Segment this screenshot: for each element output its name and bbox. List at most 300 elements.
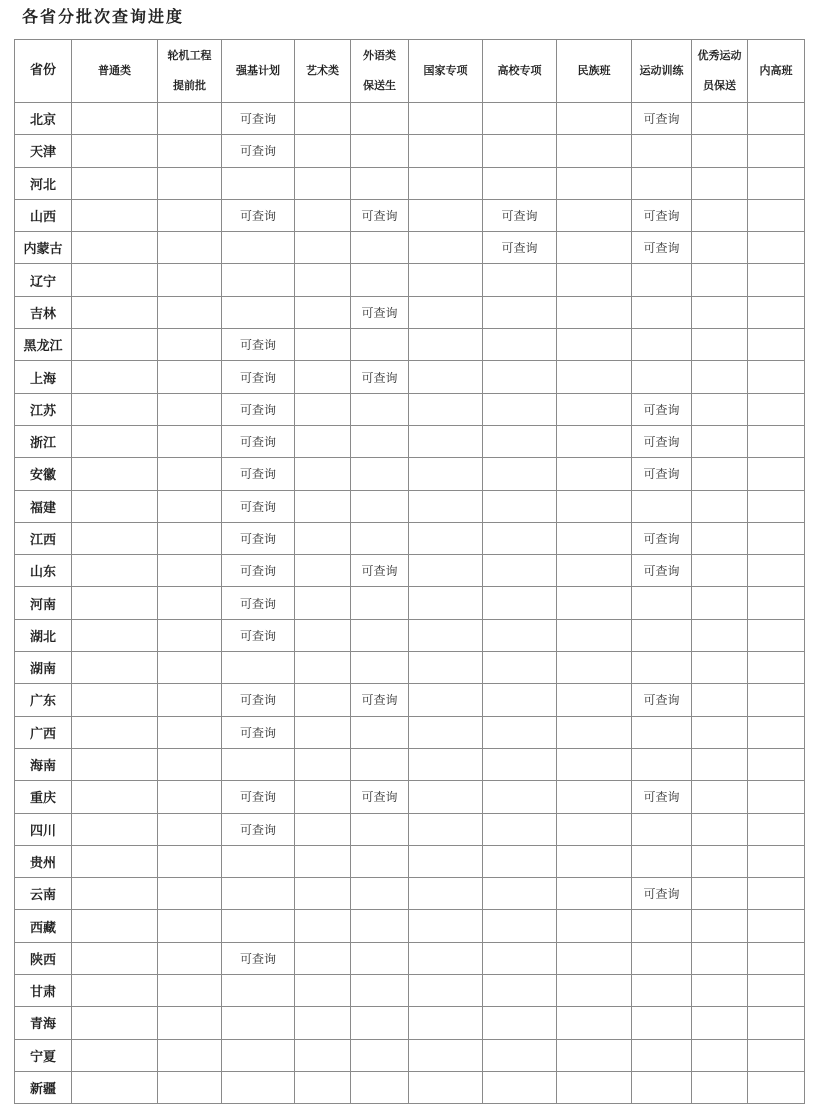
empty-cell xyxy=(557,1039,632,1071)
table-row xyxy=(15,296,805,328)
empty-cell xyxy=(409,264,483,296)
empty-cell xyxy=(483,652,557,684)
empty-cell xyxy=(692,522,748,554)
empty-cell xyxy=(409,813,483,845)
province-cell: 广西 xyxy=(15,716,72,748)
empty-cell xyxy=(158,329,222,361)
empty-cell xyxy=(351,1039,409,1071)
column-header xyxy=(557,40,632,103)
province-cell: 吉林 xyxy=(15,296,72,328)
empty-cell xyxy=(748,748,805,780)
empty-cell xyxy=(158,103,222,135)
empty-cell xyxy=(748,942,805,974)
empty-cell xyxy=(557,652,632,684)
province-cell: 四川 xyxy=(15,813,72,845)
table-row xyxy=(15,587,805,619)
province-cell: 湖南 xyxy=(15,652,72,684)
empty-cell xyxy=(72,652,158,684)
province-cell: 西藏 xyxy=(15,910,72,942)
query-available-cell[interactable]: 可查询 xyxy=(222,684,295,716)
table-row xyxy=(15,103,805,135)
query-available-cell[interactable]: 可查询 xyxy=(632,522,692,554)
page-title: 各省分批次查询进度 xyxy=(22,7,185,26)
empty-cell xyxy=(557,425,632,457)
empty-cell xyxy=(692,103,748,135)
query-available-cell[interactable]: 可查询 xyxy=(222,781,295,813)
empty-cell xyxy=(295,458,351,490)
empty-cell xyxy=(632,716,692,748)
table-row xyxy=(15,942,805,974)
empty-cell xyxy=(748,199,805,231)
table-row xyxy=(15,1071,805,1103)
column-header xyxy=(222,40,295,103)
empty-cell xyxy=(158,942,222,974)
empty-cell xyxy=(632,167,692,199)
empty-cell xyxy=(409,878,483,910)
province-cell: 山西 xyxy=(15,199,72,231)
empty-cell xyxy=(748,910,805,942)
empty-cell xyxy=(748,458,805,490)
empty-cell xyxy=(72,425,158,457)
empty-cell xyxy=(222,296,295,328)
empty-cell xyxy=(692,910,748,942)
empty-cell xyxy=(72,1039,158,1071)
empty-cell xyxy=(158,845,222,877)
empty-cell xyxy=(295,135,351,167)
empty-cell xyxy=(222,167,295,199)
query-available-cell[interactable]: 可查询 xyxy=(351,296,409,328)
empty-cell xyxy=(483,296,557,328)
query-available-cell[interactable]: 可查询 xyxy=(351,361,409,393)
empty-cell xyxy=(483,813,557,845)
empty-cell xyxy=(295,490,351,522)
empty-cell xyxy=(351,652,409,684)
province-cell: 浙江 xyxy=(15,425,72,457)
empty-cell xyxy=(351,458,409,490)
empty-cell xyxy=(158,813,222,845)
empty-cell xyxy=(748,264,805,296)
query-available-cell[interactable]: 可查询 xyxy=(483,232,557,264)
empty-cell xyxy=(483,975,557,1007)
empty-cell xyxy=(483,684,557,716)
empty-cell xyxy=(483,361,557,393)
empty-cell xyxy=(72,167,158,199)
query-available-cell[interactable]: 可查询 xyxy=(632,458,692,490)
empty-cell xyxy=(557,329,632,361)
province-cell: 上海 xyxy=(15,361,72,393)
empty-cell xyxy=(692,1039,748,1071)
empty-cell xyxy=(72,490,158,522)
empty-cell xyxy=(158,167,222,199)
empty-cell xyxy=(351,232,409,264)
empty-cell xyxy=(295,264,351,296)
empty-cell xyxy=(632,652,692,684)
empty-cell xyxy=(295,103,351,135)
table-row xyxy=(15,522,805,554)
empty-cell xyxy=(409,361,483,393)
empty-cell xyxy=(158,490,222,522)
province-cell: 山东 xyxy=(15,555,72,587)
empty-cell xyxy=(295,878,351,910)
empty-cell xyxy=(632,1071,692,1103)
empty-cell xyxy=(748,652,805,684)
query-available-cell[interactable]: 可查询 xyxy=(632,555,692,587)
query-available-cell[interactable]: 可查询 xyxy=(222,458,295,490)
province-cell: 青海 xyxy=(15,1007,72,1039)
province-cell: 辽宁 xyxy=(15,264,72,296)
query-available-cell[interactable]: 可查询 xyxy=(632,232,692,264)
empty-cell xyxy=(351,716,409,748)
query-available-cell[interactable]: 可查询 xyxy=(222,490,295,522)
empty-cell xyxy=(409,619,483,651)
empty-cell xyxy=(483,458,557,490)
empty-cell xyxy=(72,910,158,942)
empty-cell xyxy=(692,232,748,264)
query-available-cell[interactable]: 可查询 xyxy=(632,103,692,135)
empty-cell xyxy=(295,587,351,619)
empty-cell xyxy=(692,716,748,748)
empty-cell xyxy=(748,232,805,264)
empty-cell xyxy=(557,135,632,167)
empty-cell xyxy=(557,878,632,910)
empty-cell xyxy=(72,781,158,813)
province-cell: 河南 xyxy=(15,587,72,619)
province-cell: 江西 xyxy=(15,522,72,554)
empty-cell xyxy=(557,587,632,619)
empty-cell xyxy=(409,555,483,587)
empty-cell xyxy=(72,716,158,748)
query-available-cell[interactable]: 可查询 xyxy=(222,587,295,619)
column-header xyxy=(692,40,748,103)
empty-cell xyxy=(295,425,351,457)
empty-cell xyxy=(72,361,158,393)
column-header-line: 国家专项 xyxy=(423,64,468,77)
table-row xyxy=(15,425,805,457)
empty-cell xyxy=(295,748,351,780)
empty-cell xyxy=(295,781,351,813)
empty-cell xyxy=(409,490,483,522)
empty-cell xyxy=(483,1071,557,1103)
empty-cell xyxy=(351,329,409,361)
empty-cell xyxy=(692,555,748,587)
column-header xyxy=(295,40,351,103)
empty-cell xyxy=(557,296,632,328)
column-header xyxy=(158,40,222,103)
empty-cell xyxy=(351,587,409,619)
empty-cell xyxy=(351,1007,409,1039)
table-row xyxy=(15,1039,805,1071)
table-row xyxy=(15,845,805,877)
empty-cell xyxy=(409,425,483,457)
empty-cell xyxy=(632,619,692,651)
query-available-cell[interactable]: 可查询 xyxy=(632,781,692,813)
query-available-cell[interactable]: 可查询 xyxy=(632,393,692,425)
empty-cell xyxy=(72,135,158,167)
column-header-line: 外语类 xyxy=(363,49,396,62)
empty-cell xyxy=(483,393,557,425)
column-header-line: 艺术类 xyxy=(306,64,339,77)
empty-cell xyxy=(72,1071,158,1103)
empty-cell xyxy=(409,587,483,619)
empty-cell xyxy=(748,1007,805,1039)
query-available-cell[interactable]: 可查询 xyxy=(222,393,295,425)
empty-cell xyxy=(692,748,748,780)
empty-cell xyxy=(409,232,483,264)
province-progress-table xyxy=(14,39,805,1104)
query-available-cell[interactable]: 可查询 xyxy=(222,813,295,845)
province-cell: 江苏 xyxy=(15,393,72,425)
empty-cell xyxy=(748,684,805,716)
empty-cell xyxy=(632,264,692,296)
province-cell: 河北 xyxy=(15,167,72,199)
empty-cell xyxy=(557,393,632,425)
table-row xyxy=(15,555,805,587)
empty-cell xyxy=(632,975,692,1007)
empty-cell xyxy=(692,425,748,457)
empty-cell xyxy=(557,1007,632,1039)
empty-cell xyxy=(483,878,557,910)
empty-cell xyxy=(158,296,222,328)
table-row xyxy=(15,490,805,522)
query-available-cell[interactable]: 可查询 xyxy=(222,942,295,974)
empty-cell xyxy=(72,555,158,587)
empty-cell xyxy=(72,329,158,361)
empty-cell xyxy=(158,1039,222,1071)
table-row xyxy=(15,199,805,231)
query-available-cell[interactable]: 可查询 xyxy=(222,716,295,748)
empty-cell xyxy=(158,587,222,619)
empty-cell xyxy=(295,393,351,425)
province-cell: 贵州 xyxy=(15,845,72,877)
empty-cell xyxy=(748,393,805,425)
empty-cell xyxy=(158,910,222,942)
empty-cell xyxy=(748,103,805,135)
empty-cell xyxy=(351,103,409,135)
empty-cell xyxy=(158,361,222,393)
empty-cell xyxy=(483,167,557,199)
empty-cell xyxy=(158,781,222,813)
query-available-cell[interactable]: 可查询 xyxy=(222,361,295,393)
empty-cell xyxy=(748,425,805,457)
empty-cell xyxy=(222,264,295,296)
empty-cell xyxy=(692,329,748,361)
empty-cell xyxy=(158,393,222,425)
column-header xyxy=(748,40,805,103)
empty-cell xyxy=(158,555,222,587)
query-available-cell[interactable]: 可查询 xyxy=(222,135,295,167)
table-row xyxy=(15,167,805,199)
empty-cell xyxy=(557,1071,632,1103)
empty-cell xyxy=(409,845,483,877)
empty-cell xyxy=(692,587,748,619)
empty-cell xyxy=(409,329,483,361)
empty-cell xyxy=(692,135,748,167)
query-available-cell[interactable]: 可查询 xyxy=(351,781,409,813)
query-available-cell[interactable]: 可查询 xyxy=(222,555,295,587)
empty-cell xyxy=(483,264,557,296)
empty-cell xyxy=(409,684,483,716)
empty-cell xyxy=(409,748,483,780)
empty-cell xyxy=(351,264,409,296)
empty-cell xyxy=(351,393,409,425)
query-available-cell[interactable]: 可查询 xyxy=(483,199,557,231)
column-header xyxy=(483,40,557,103)
query-available-cell[interactable]: 可查询 xyxy=(351,199,409,231)
empty-cell xyxy=(295,1007,351,1039)
empty-cell xyxy=(351,813,409,845)
empty-cell xyxy=(692,1071,748,1103)
column-header xyxy=(72,40,158,103)
empty-cell xyxy=(72,264,158,296)
empty-cell xyxy=(748,1039,805,1071)
empty-cell xyxy=(748,555,805,587)
query-available-cell[interactable]: 可查询 xyxy=(632,684,692,716)
query-available-cell[interactable]: 可查询 xyxy=(632,199,692,231)
empty-cell xyxy=(295,167,351,199)
province-cell: 陕西 xyxy=(15,942,72,974)
empty-cell xyxy=(557,555,632,587)
empty-cell xyxy=(72,684,158,716)
empty-cell xyxy=(222,1071,295,1103)
empty-cell xyxy=(748,781,805,813)
empty-cell xyxy=(748,878,805,910)
empty-cell xyxy=(158,199,222,231)
empty-cell xyxy=(295,942,351,974)
empty-cell xyxy=(692,619,748,651)
empty-cell xyxy=(557,264,632,296)
empty-cell xyxy=(158,458,222,490)
table-row xyxy=(15,878,805,910)
empty-cell xyxy=(483,781,557,813)
province-cell: 广东 xyxy=(15,684,72,716)
province-cell: 重庆 xyxy=(15,781,72,813)
empty-cell xyxy=(295,975,351,1007)
empty-cell xyxy=(409,199,483,231)
empty-cell xyxy=(158,975,222,1007)
empty-cell xyxy=(72,232,158,264)
empty-cell xyxy=(557,458,632,490)
empty-cell xyxy=(222,1007,295,1039)
empty-cell xyxy=(748,361,805,393)
header-row xyxy=(15,40,805,103)
empty-cell xyxy=(351,1071,409,1103)
empty-cell xyxy=(295,199,351,231)
column-header-line: 强基计划 xyxy=(236,64,280,77)
empty-cell xyxy=(692,199,748,231)
query-available-cell[interactable]: 可查询 xyxy=(222,522,295,554)
column-header-line: 轮机工程 xyxy=(167,49,212,62)
query-available-cell[interactable]: 可查询 xyxy=(351,555,409,587)
empty-cell xyxy=(748,135,805,167)
empty-cell xyxy=(295,232,351,264)
query-available-cell[interactable]: 可查询 xyxy=(632,425,692,457)
empty-cell xyxy=(295,296,351,328)
empty-cell xyxy=(748,975,805,1007)
empty-cell xyxy=(557,361,632,393)
empty-cell xyxy=(692,878,748,910)
empty-cell xyxy=(72,748,158,780)
query-available-cell[interactable]: 可查询 xyxy=(632,878,692,910)
empty-cell xyxy=(409,393,483,425)
column-header-province xyxy=(15,40,72,103)
empty-cell xyxy=(748,296,805,328)
empty-cell xyxy=(409,458,483,490)
province-cell: 海南 xyxy=(15,748,72,780)
empty-cell xyxy=(557,942,632,974)
query-available-cell[interactable]: 可查询 xyxy=(351,684,409,716)
empty-cell xyxy=(632,1039,692,1071)
empty-cell xyxy=(409,167,483,199)
empty-cell xyxy=(222,845,295,877)
column-header-line: 民族班 xyxy=(577,64,611,77)
table-row xyxy=(15,781,805,813)
empty-cell xyxy=(692,942,748,974)
empty-cell xyxy=(632,587,692,619)
empty-cell xyxy=(351,490,409,522)
empty-cell xyxy=(295,910,351,942)
column-header-line: 员保送 xyxy=(703,79,736,92)
empty-cell xyxy=(632,813,692,845)
empty-cell xyxy=(632,329,692,361)
empty-cell xyxy=(632,942,692,974)
empty-cell xyxy=(295,845,351,877)
empty-cell xyxy=(72,975,158,1007)
empty-cell xyxy=(692,975,748,1007)
empty-cell xyxy=(72,619,158,651)
empty-cell xyxy=(557,167,632,199)
empty-cell xyxy=(692,684,748,716)
empty-cell xyxy=(483,587,557,619)
empty-cell xyxy=(483,1007,557,1039)
empty-cell xyxy=(483,942,557,974)
query-available-cell[interactable]: 可查询 xyxy=(222,619,295,651)
empty-cell xyxy=(158,716,222,748)
empty-cell xyxy=(222,1039,295,1071)
empty-cell xyxy=(483,748,557,780)
query-available-cell[interactable]: 可查询 xyxy=(222,425,295,457)
empty-cell xyxy=(222,232,295,264)
column-header-line: 省份 xyxy=(29,63,56,78)
empty-cell xyxy=(557,845,632,877)
table-row xyxy=(15,264,805,296)
empty-cell xyxy=(222,910,295,942)
empty-cell xyxy=(409,975,483,1007)
empty-cell xyxy=(295,813,351,845)
empty-cell xyxy=(295,716,351,748)
empty-cell xyxy=(222,748,295,780)
empty-cell xyxy=(557,813,632,845)
empty-cell xyxy=(483,425,557,457)
query-available-cell[interactable]: 可查询 xyxy=(222,199,295,231)
province-cell: 安徽 xyxy=(15,458,72,490)
column-header xyxy=(632,40,692,103)
empty-cell xyxy=(72,845,158,877)
empty-cell xyxy=(557,522,632,554)
empty-cell xyxy=(692,845,748,877)
empty-cell xyxy=(158,425,222,457)
query-available-cell[interactable]: 可查询 xyxy=(222,103,295,135)
empty-cell xyxy=(295,522,351,554)
empty-cell xyxy=(748,845,805,877)
empty-cell xyxy=(409,296,483,328)
table-body xyxy=(15,103,805,1104)
empty-cell xyxy=(72,878,158,910)
empty-cell xyxy=(632,845,692,877)
empty-cell xyxy=(72,522,158,554)
empty-cell xyxy=(557,975,632,1007)
query-available-cell[interactable]: 可查询 xyxy=(222,329,295,361)
empty-cell xyxy=(295,1039,351,1071)
